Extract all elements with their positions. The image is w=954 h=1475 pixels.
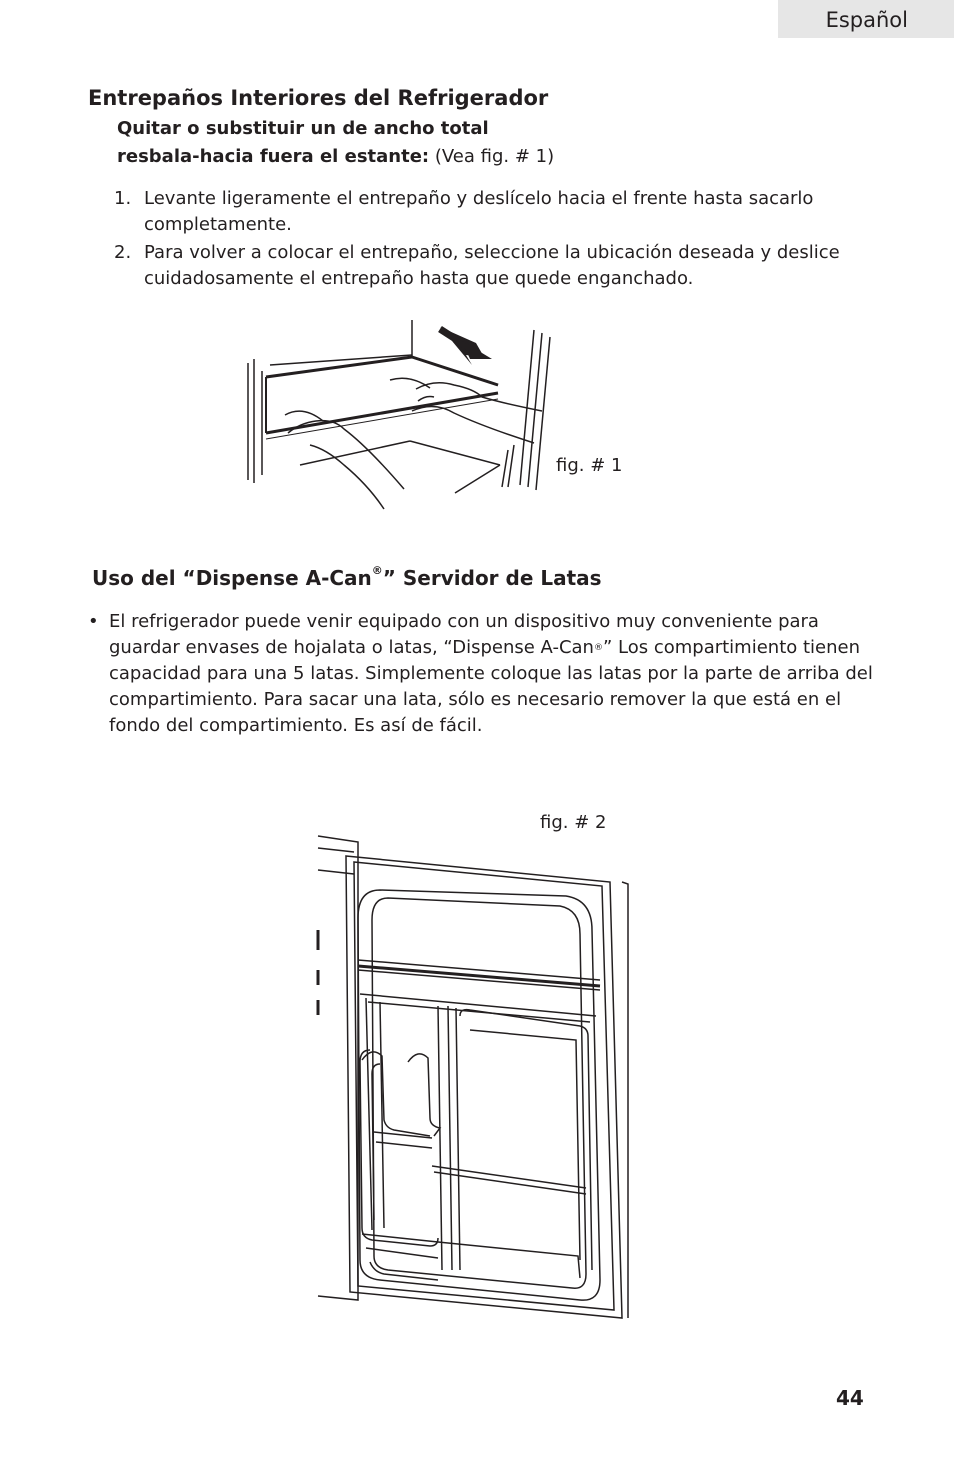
step-text: Para volver a colocar el entrepaño, seleccione la ubicación deseada y deslice cuidadosamente el entrepaño hasta que quede enganchado.: [144, 242, 840, 289]
bullet-symbol: •: [88, 611, 99, 632]
step-number: 1.: [114, 188, 132, 209]
list-item: [114, 186, 874, 238]
shelf-steps-list: [114, 186, 874, 294]
bullet-text-part: ” Los compartimiento tienen capacidad para una 5 latas. Simplemente coloque las latas por la parte de arriba del compartimiento. Para sacar una lata, sólo es necesario remover la que está en el fondo del compartimiento. Es así de fácil.: [109, 637, 873, 736]
section-title-dispense-a-can: [92, 566, 602, 590]
registered-mark: ®: [371, 564, 383, 577]
bullet-text-part: El refrigerador puede venir equipado con un dispositivo muy conveniente para guardar envases de hojalata o latas, “Dispense A-Can: [109, 611, 819, 658]
bullet-paragraph: [88, 609, 878, 739]
list-item: [114, 240, 874, 292]
figure-caption-1: fig. # 1: [556, 455, 623, 476]
registered-mark: ®: [593, 643, 603, 653]
shelf-subtitle-bold: resbala-hacia fuera el estante:: [117, 146, 430, 167]
page-number: 44: [836, 1386, 864, 1410]
step-text: Levante ligeramente el entrepaño y deslícelo hacia el frente hasta sacarlo completamente.: [144, 188, 814, 235]
step-number: 2.: [114, 242, 132, 263]
figure-reference: (Vea fig. # 1): [429, 146, 555, 167]
shelf-subtitle-line2: [117, 146, 554, 167]
bullet-text: [88, 609, 878, 739]
section-title-shelves: Entrepaños Interiores del Refrigerador: [88, 86, 549, 110]
title-part: ” Servidor de Latas: [382, 566, 602, 590]
figure-caption-2: fig. # 2: [540, 812, 607, 833]
title-part: Uso del “Dispense A-Can: [92, 566, 372, 590]
shelf-subtitle-line1: Quitar o substituir un de ancho total: [117, 118, 489, 139]
shelf-removal-illustration: [240, 315, 560, 515]
language-tab: Español: [778, 0, 954, 38]
can-dispenser-illustration: [310, 830, 630, 1326]
